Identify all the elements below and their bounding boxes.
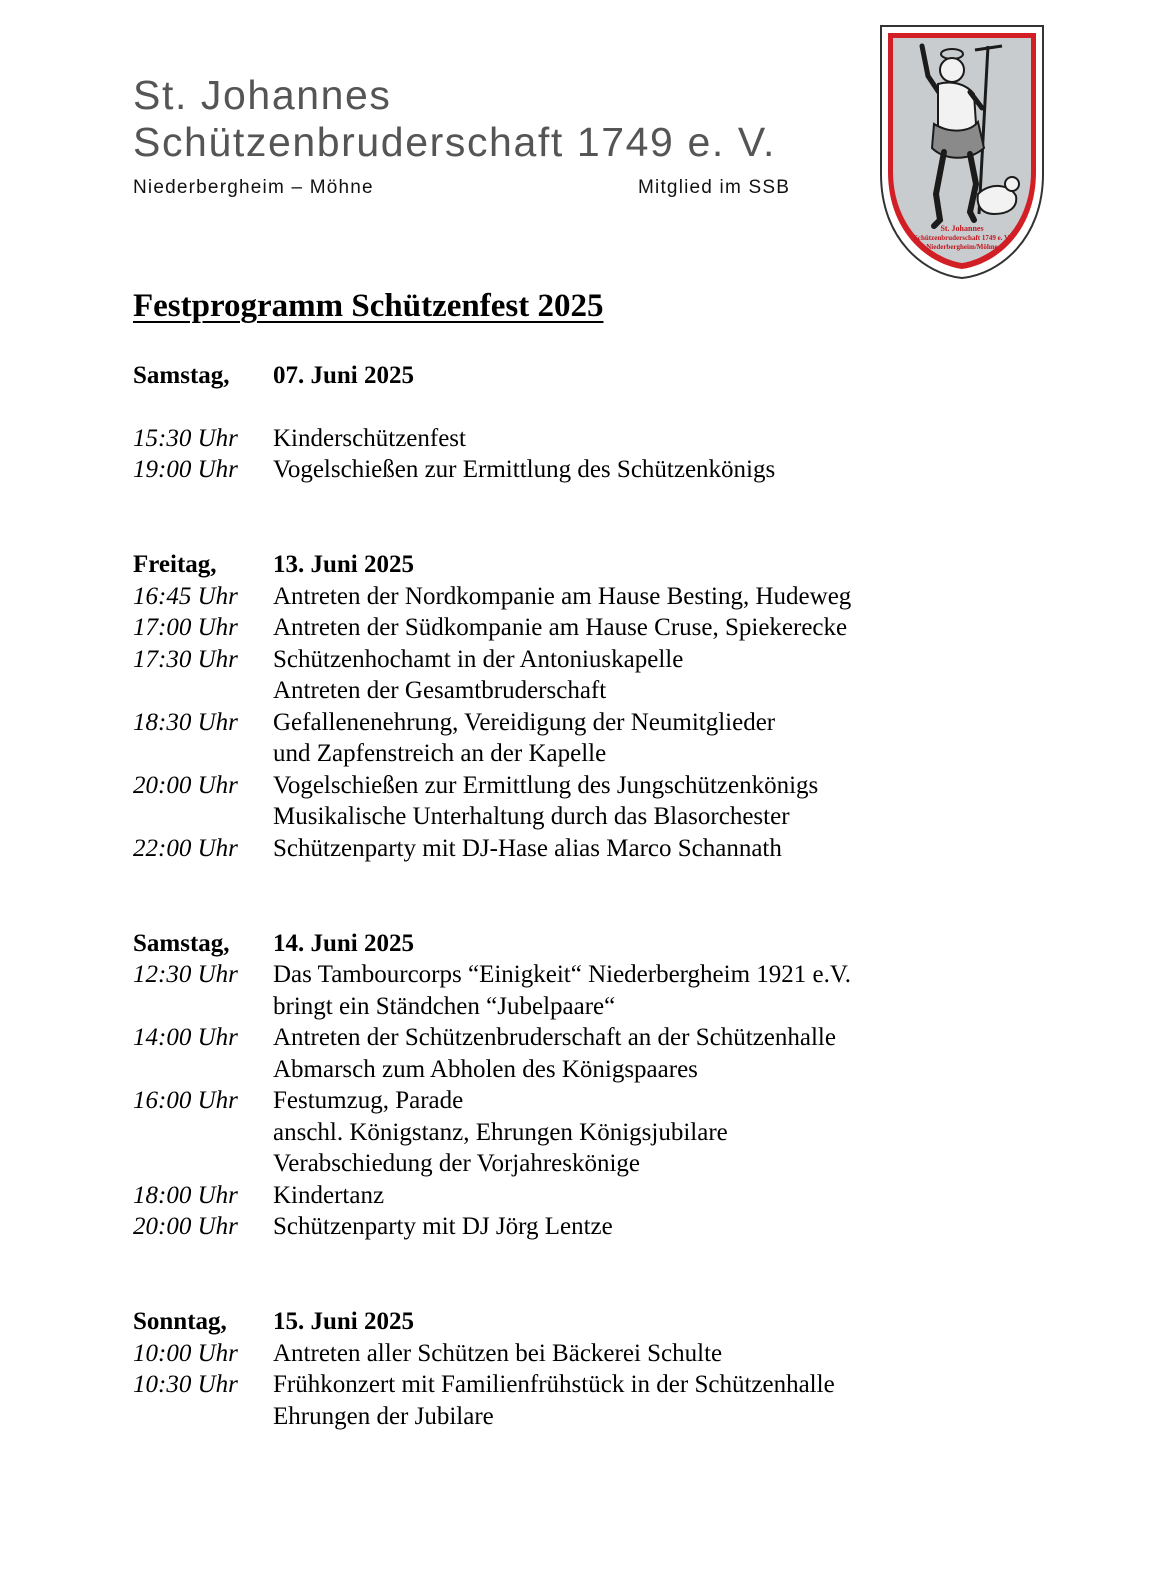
event-description: Festumzug, Parade (273, 1087, 464, 1114)
organization-name (133, 72, 776, 166)
event-description: bringt ein Ständchen “Jubelpaare“ (273, 993, 616, 1020)
event-time: 20:00 Uhr (133, 772, 238, 799)
event-description: anschl. Königstanz, Ehrungen Königsjubilare (273, 1119, 728, 1146)
page-title: Festprogramm Schützenfest 2025 (133, 288, 604, 324)
event-description: Gefallenenehrung, Vereidigung der Neumitglieder (273, 709, 776, 736)
event-time: 17:00 Uhr (133, 614, 238, 641)
event-time: 22:00 Uhr (133, 835, 238, 862)
event-time: 18:30 Uhr (133, 709, 238, 736)
event-time: 15:30 Uhr (133, 425, 238, 452)
event-time: 10:00 Uhr (133, 1340, 238, 1367)
event-time: 16:00 Uhr (133, 1087, 238, 1114)
day-date: 14. Juni 2025 (273, 930, 415, 957)
logo-text-line1: St. Johannes (940, 224, 984, 233)
event-description: und Zapfenstreich an der Kapelle (273, 740, 607, 767)
event-description: Antreten der Südkompanie am Hause Cruse, Spiekerecke (273, 614, 848, 641)
event-description: Abmarsch zum Abholen des Königspaares (273, 1056, 698, 1083)
event-description: Das Tambourcorps “Einigkeit“ Niederbergheim 1921 e.V. (273, 961, 851, 988)
day-date: 15. Juni 2025 (273, 1308, 415, 1335)
day-name: Freitag, (133, 551, 217, 578)
event-description: Verabschiedung der Vorjahreskönige (273, 1150, 641, 1177)
event-time: 14:00 Uhr (133, 1024, 238, 1051)
event-description: Frühkonzert mit Familienfrühstück in der Schützenhalle (273, 1371, 835, 1398)
event-description: Antreten der Nordkompanie am Hause Besting, Hudeweg (273, 583, 852, 610)
event-description: Schützenhochamt in der Antoniuskapelle (273, 646, 684, 673)
event-description: Ehrungen der Jubilare (273, 1403, 494, 1430)
event-description: Musikalische Unterhaltung durch das Blasorchester (273, 803, 790, 830)
event-time: 17:30 Uhr (133, 646, 238, 673)
event-description: Vogelschießen zur Ermittlung des Jungschützenkönigs (273, 772, 819, 799)
membership-text: Mitglied im SSB (638, 177, 791, 198)
location-text: Niederbergheim – Möhne (133, 177, 374, 198)
day-date: 07. Juni 2025 (273, 362, 415, 389)
logo-text-line2: Schützenbruderschaft 1749 e. V. (914, 234, 1010, 242)
event-time: 16:45 Uhr (133, 583, 238, 610)
event-time: 12:30 Uhr (133, 961, 238, 988)
day-name: Samstag, (133, 362, 230, 389)
event-time: 18:00 Uhr (133, 1182, 238, 1209)
event-description: Vogelschießen zur Ermittlung des Schützenkönigs (273, 456, 776, 483)
day-name: Sonntag, (133, 1308, 227, 1335)
brotherhood-logo (878, 24, 1046, 280)
event-description: Antreten aller Schützen bei Bäckerei Schulte (273, 1340, 723, 1367)
event-time: 10:30 Uhr (133, 1371, 238, 1398)
event-description: Antreten der Schützenbruderschaft an der Schützenhalle (273, 1024, 836, 1051)
day-name: Samstag, (133, 930, 230, 957)
logo-text-line3: Niederbergheim/Möhne (926, 243, 998, 251)
event-description: Kindertanz (273, 1182, 385, 1209)
event-time: 19:00 Uhr (133, 456, 238, 483)
day-date: 13. Juni 2025 (273, 551, 415, 578)
organization-name-line2: Schützenbruderschaft 1749 e. V. (133, 119, 776, 165)
organization-name-line1: St. Johannes (133, 72, 392, 118)
event-description: Schützenparty mit DJ Jörg Lentze (273, 1213, 613, 1240)
event-description: Antreten der Gesamtbruderschaft (273, 677, 607, 704)
event-description: Kinderschützenfest (273, 425, 466, 452)
event-time: 20:00 Uhr (133, 1213, 238, 1240)
event-description: Schützenparty mit DJ-Hase alias Marco Schannath (273, 835, 782, 862)
